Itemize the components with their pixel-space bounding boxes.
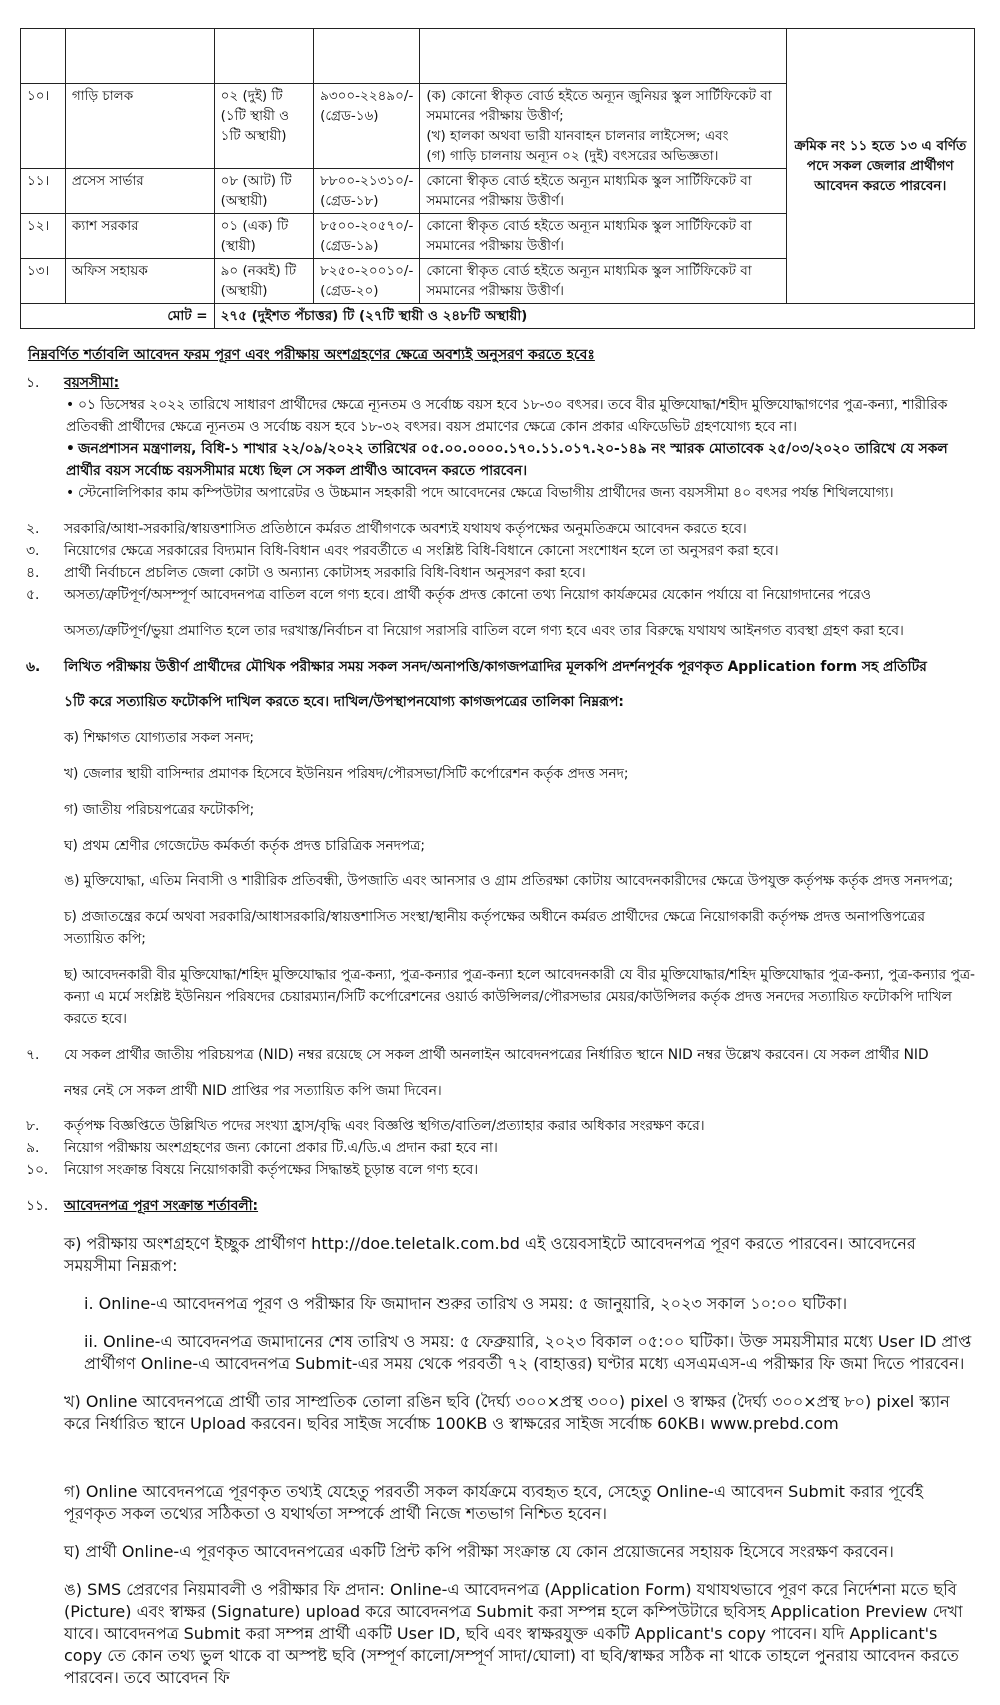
- section-text: লিখিত পরীক্ষায় উত্তীর্ণ প্রার্থীদের মৌখিক পরীক্ষার সময় সকল সনদ/অনাপত্তি/কাগজপত্রাদির মূলকপি প্রদর্শনপূর্বক পূরণকৃত Application form সহ প্রতিটির: [64, 658, 927, 675]
- count-detail: (অস্থায়ী): [220, 193, 268, 209]
- section-number: ৯.: [26, 1140, 40, 1157]
- section-text: যে সকল প্রার্থীর জাতীয় পরিচয়পত্র (NID) নম্বর রয়েছে সে সকল প্রার্থী অনলাইন আবেদনপত্রের নির্ধারিত স্থানে NID নম্বর উল্লেখ করবেন। যে সকল প্রার্থীর NID: [64, 1046, 929, 1063]
- serial-cell: ১০।: [21, 84, 66, 169]
- scale-text: ৮৫০০-২০৫৭০/-: [320, 218, 414, 234]
- list-item: খ) Online আবেদনপত্রে প্রার্থী তার সাম্প্রতিক তোলা রঙিন ছবি (দৈর্ঘ্য ৩০০×প্রস্থ ৩০০) pixel ও স্বাক্ষর (দৈর্ঘ্য ৩০০×প্রস্থ ৮০) pixel স্ক্যান করে নির্ধারিত স্থানে Upload করবেন। ছবির সাইজ সর্বোচ্চ 100KB ও স্বাক্ষরের সাইজ সর্বোচ্চ 60KB। www.prebd.com: [64, 1392, 950, 1434]
- scale-cell: [314, 169, 420, 214]
- list-item: i. Online-এ আবেদনপত্র পূরণ ও পরীক্ষার ফি জমাদান শুরুর তারিখ ও সময়: ৫ জানুয়ারি, ২০২৩ সকাল ১০:০০ ঘটিকা।: [84, 1294, 848, 1314]
- section-number: ৫.: [26, 587, 40, 603]
- qualification-cell: কোনো স্বীকৃত বোর্ড হইতে অন্যূন মাধ্যমিক স্কুল সার্টিফিকেট বা সমমানের পরীক্ষায় উত্তীর্ণ।: [420, 259, 786, 304]
- serial-cell: ১১।: [21, 169, 66, 214]
- section-number: ৪.: [26, 565, 40, 581]
- section-number: ৩.: [26, 543, 40, 559]
- list-item: ii. Online-এ আবেদনপত্র জমাদানের শেষ তারিখ ও সময়: ৫ ফেব্রুয়ারি, ২০২৩ বিকাল ০৫:০০ ঘটিকা। উক্ত সময়সীমার মধ্যে User ID প্রাপ্ত প্রার্থীগণ Online-এ আবেদনপত্র Submit-এর সময় থেকে পরবর্তী ৭২ (বাহাত্তর) ঘণ্টার মধ্যে এসএমএস-এ পরীক্ষার ফি জমা দিতে পারবেন।: [84, 1332, 972, 1374]
- qualification-cell: কোনো স্বীকৃত বোর্ড হইতে অন্যূন মাধ্যমিক স্কুল সার্টিফিকেট বা সমমানের পরীক্ষায় উত্তীর্ণ।: [420, 214, 786, 259]
- list-item: গ) জাতীয় পরিচয়পত্রের ফটোকপি;: [64, 801, 255, 818]
- list-item: ক) পরীক্ষায় অংশগ্রহণে ইচ্ছুক প্রার্থীগণ http://doe.teletalk.com.bd এই ওয়েবসাইটে আবেদনপত্র পূরণ করতে পারবেন। আবেদনের সময়সীমা নিম্নরূপ:: [64, 1234, 916, 1276]
- conditions-heading: নিম্নবর্ণিত শর্তাবলি আবেদন ফরম পূরণ এবং পরীক্ষায় অংশগ্রহণের ক্ষেত্রে অবশ্যই অনুসরণ করতে হবেঃ: [28, 347, 595, 363]
- list-item: ঘ) প্রার্থী Online-এ পূরণকৃত আবেদনপত্রের একটি প্রিন্ট কপি পরীক্ষা সংক্রান্ত যে কোন প্রয়োজনের সহায়ক হিসেবে সংরক্ষণ করবেন।: [64, 1542, 894, 1562]
- grade-text: (গ্রেড-১৮): [320, 193, 379, 209]
- post-cell: অফিস সহায়ক: [65, 259, 214, 304]
- serial-cell: ১৩।: [21, 259, 66, 304]
- age-rule-2: জনপ্রশাসন মন্ত্রণালয়, বিধি-১ শাখার ২২/০৯/২০২২ তারিখের ০৫.০০.০০০০.১৭০.১১.০১৭.২০-১৪৯ নং স্মারক মোতাবেক ২৫/০৩/২০২০ তারিখে যে সকল প্রার্থীর বয়স সর্বোচ্চ বয়সসীমার মধ্যে ছিল সে সকল প্রার্থীও আবেদন করতে পারবেন।: [66, 441, 948, 479]
- section-number: ৮.: [26, 1118, 40, 1135]
- section-text: প্রার্থী নির্বাচনে প্রচলিত জেলা কোটা ও অন্যান্য কোটাসহ সরকারি বিধি-বিধান অনুসরণ করা হবে।: [64, 565, 586, 581]
- section-title: আবেদনপত্র পূরণ সংক্রান্ত শর্তাবলী:: [64, 1198, 259, 1215]
- scale-text: ৮২৫০-২০০১০/-: [320, 263, 414, 279]
- count-cell: [214, 169, 313, 214]
- scale-text: ৯৩০০-২২৪৯০/-: [320, 88, 414, 104]
- scale-text: ৮৮০০-২১৩১০/-: [320, 173, 414, 189]
- list-item: ক) শিক্ষাগত যোগ্যতার সকল সনদ;: [64, 730, 255, 747]
- bullet-icon: •: [66, 441, 75, 457]
- count-text: ০১ (এক) টি: [220, 218, 289, 234]
- section-text: অসত্য/ত্রুটিপূর্ণ/অসম্পূর্ণ আবেদনপত্র বাতিল বলে গণ্য হবে। প্রার্থী কর্তৃক প্রদত্ত কোনো তথ্য নিয়োগ কার্যক্রমের যেকোন পর্যায়ে বা নিয়োগদানের পরেও: [64, 587, 871, 603]
- total-row: [21, 304, 975, 329]
- section-text-continued: অসত্য/ত্রুটিপূর্ণ/ভুয়া প্রমাণিত হলে তার দরখাস্ত/নির্বাচন বা নিয়োগ সরাসরি বাতিল বলে গণ্য হবে এবং তার বিরুদ্ধে যথাযথ আইনগত ব্যবস্থা গ্রহণ করা হবে।: [64, 622, 904, 639]
- section-text: নিয়োগ পরীক্ষায় অংশগ্রহণের জন্য কোনো প্রকার টি.এ/ডি.এ প্রদান করা হবে না।: [64, 1140, 498, 1157]
- count-cell: [214, 214, 313, 259]
- count-cell: [214, 259, 313, 304]
- section-number: ১১.: [26, 1198, 49, 1215]
- section-text: সরকারি/আধা-সরকারি/স্বায়ত্তশাসিত প্রতিষ্ঠানে কর্মরত প্রার্থীগণকে অবশ্যই যথাযথ কর্তৃপক্ষের অনুমতিক্রমে আবেদন করতে হবে।: [64, 521, 747, 537]
- grade-text: (গ্রেড-১৯): [320, 238, 379, 254]
- section-number: ১.: [26, 375, 40, 391]
- list-item: চ) প্রজাতন্ত্রের কর্মে অথবা সরকারি/আধাসরকারি/স্বায়ত্তশাসিত সংস্থা/স্থানীয় কর্তৃপক্ষের অধীনে কর্মরত প্রার্থীদের ক্ষেত্রে নিয়োগকারী কর্তৃপক্ষ প্রদত্ত অনাপত্তিপত্রের সত্যায়িত কপি;: [64, 909, 925, 948]
- total-label: মোট =: [21, 304, 215, 329]
- scale-cell: [314, 84, 420, 169]
- age-rule-1: ০১ ডিসেম্বর ২০২২ তারিখে সাধারণ প্রার্থীদের ক্ষেত্রে ন্যূনতম ও সর্বোচ্চ বয়স হবে ১৮-৩০ বৎসর। তবে বীর মুক্তিযোদ্ধা/শহীদ মুক্তিযোদ্ধাগণের পুত্র-কন্যা, শারীরিক প্রতিবন্ধী প্রার্থীদের ক্ষেত্রে ন্যূনতম ও সর্বোচ্চ বয়স হবে ১৮-৩২ বৎসর। বয়স প্রমাণের ক্ষেত্রে কোন প্রকার এফিডেভিট গ্রহণযোগ্য হবে না।: [66, 397, 948, 435]
- qual-line: (খ) হালকা অথবা ভারী যানবাহন চালনার লাইসেন্স; এবং: [426, 128, 729, 144]
- count-text: ৯০ (নব্বই) টি: [220, 263, 297, 279]
- list-item: ঙ) মুক্তিযোদ্ধা, এতিম নিবাসী ও শারীরিক প্রতিবন্ধী, উপজাতি এবং আনসার ও গ্রাম প্রতিরক্ষা কোটায় আবেদনকারীদের ক্ষেত্রে উপযুক্ত কর্তৃপক্ষ কর্তৃক প্রদত্ত সনদপত্র;: [64, 873, 954, 890]
- conditions-body: [26, 372, 976, 1705]
- list-item: গ) Online আবেদনপত্রে পূরণকৃত তথ্যই যেহেতু পরবর্তী সকল কার্যক্রমে ব্যবহৃত হবে, সেহেতু Online-এ আবেদন Submit করার পূর্বেই পূরণকৃত সকল তথ্যের সঠিকতা ও যথার্থতা সম্পর্কে প্রার্থী নিজে শতভাগ নিশ্চিত হবেন।: [64, 1482, 924, 1524]
- section-text: নিয়োগের ক্ষেত্রে সরকারের বিদ্যমান বিধি-বিধান এবং পরবর্তীতে এ সংশ্লিষ্ট বিধি-বিধানে কোনো সংশোধন হলে তা অনুসরণ করা হবে।: [64, 543, 779, 559]
- qual-line: (গ) গাড়ি চালনায় অন্যূন ০২ (দুই) বৎসরের অভিজ্ঞতা।: [426, 148, 719, 164]
- scale-cell: [314, 259, 420, 304]
- bullet-icon: •: [66, 397, 75, 413]
- section-number: ৭.: [26, 1046, 40, 1063]
- count-detail: (অস্থায়ী): [220, 283, 268, 299]
- count-cell: [214, 84, 313, 169]
- post-cell: প্রসেস সার্ভার: [65, 169, 214, 214]
- list-item: ছ) আবেদনকারী বীর মুক্তিযোদ্ধা/শহিদ মুক্তিযোদ্ধার পুত্র-কন্যা, পুত্র-কন্যার পুত্র-কন্যা হলে আবেদনকারী যে বীর মুক্তিযোদ্ধার/শহিদ মুক্তিযোদ্ধার পুত্র-কন্যা, পুত্র-কন্যার পুত্র- কন্যা এ মর্মে সংশ্লিষ্ট ইউনিয়ন পরিষদের চেয়ারম্যান/সিটি কর্পোরেশনের ওয়ার্ড কাউন্সিলর/পৌরসভার মেয়র/কাউন্সিলর কর্তৃক প্রদত্ত সনদের সত্যায়িত ফটোকপি দাখিল করতে হবে।: [64, 966, 975, 1027]
- qualification-cell: [420, 84, 786, 169]
- post-cell: ক্যাশ সরকার: [65, 214, 214, 259]
- count-text: ০২ (দুই) টি: [220, 88, 283, 104]
- list-item: ঘ) প্রথম শ্রেণীর গেজেটেড কর্মকর্তা কর্তৃক প্রদত্ত চারিত্রিক সনদপত্র;: [64, 837, 425, 854]
- bullet-icon: •: [66, 485, 75, 501]
- age-rule-3: স্টেনোলিপিকার কাম কম্পিউটার অপারেটর ও উচ্চমান সহকারী পদে আবেদনের ক্ষেত্রে বিভাগীয় প্রার্থীদের জন্য বয়সসীমা ৪০ বৎসর পর্যন্ত শিথিলযোগ্য।: [78, 485, 894, 501]
- count-detail: (স্থায়ী): [220, 238, 256, 254]
- post-cell: গাড়ি চালক: [65, 84, 214, 169]
- table-row: [21, 29, 975, 84]
- section-number: ১০.: [26, 1162, 49, 1179]
- posts-table: [20, 28, 975, 329]
- section-text: কর্তৃপক্ষ বিজ্ঞপ্তিতে উল্লিখিত পদের সংখ্যা হ্রাস/বৃদ্ধি এবং বিজ্ঞপ্তি স্থগিত/বাতিল/প্রত্যাহার করার অধিকার সংরক্ষণ করে।: [64, 1118, 705, 1135]
- section-number: ২.: [26, 521, 40, 537]
- serial-cell: ১২।: [21, 214, 66, 259]
- section-text: নিয়োগ সংক্রান্ত বিষয়ে নিয়োগকারী কর্তৃপক্ষের সিদ্ধান্তই চূড়ান্ত বলে গণ্য হবে।: [64, 1162, 479, 1179]
- grade-text: (গ্রেড-১৬): [320, 108, 379, 124]
- section-text-continued: নম্বর নেই সে সকল প্রার্থী NID প্রাপ্তির পর সত্যায়িত কপি জমা দিবেন।: [64, 1082, 442, 1099]
- note-cell: ক্রমিক নং ১১ হতে ১৩ এ বর্ণিত পদে সকল জেলার প্রার্থীগণ আবেদন করতে পারবেন।: [786, 29, 974, 304]
- list-item: খ) জেলার স্থায়ী বাসিন্দার প্রমাণক হিসেবে ইউনিয়ন পরিষদ/পৌরসভা/সিটি কর্পোরেশন কর্তৃক প্রদত্ত সনদ;: [64, 765, 629, 782]
- section-title: বয়সসীমা:: [64, 375, 120, 391]
- qualification-cell: কোনো স্বীকৃত বোর্ড হইতে অন্যূন মাধ্যমিক স্কুল সার্টিফিকেট বা সমমানের পরীক্ষায় উত্তীর্ণ।: [420, 169, 786, 214]
- section-number: ৬.: [26, 658, 41, 675]
- list-item: ঙ) SMS প্রেরণের নিয়মাবলী ও পরীক্ষার ফি প্রদান: Online-এ আবেদনপত্র (Application Form) যথাযথভাবে পূরণ করে নির্দেশনা মতে ছবি (Picture) এবং স্বাক্ষর (Signature) upload করে আবেদনপত্র Submit করা সম্পন্ন হলে কম্পিউটারে ছবিসহ Application Preview দেখা যাবে। আবেদনপত্র Submit করা সম্পন্ন প্রার্থী একটি User ID, ছবি এবং স্বাক্ষরযুক্ত একটি Applicant's copy পাবেন। যদি Applicant's copy তে কোন তথ্য ভুল থাকে বা অস্পষ্ট ছবি (সম্পূর্ণ কালো/সম্পূর্ণ সাদা/ঘোলা) বা ছবি/স্বাক্ষর সঠিক না থাকে তাহলে পুনরায় আবেদন করতে পারবেন। তবে আবেদন ফি: [64, 1580, 963, 1688]
- section-text-continued: ১টি করে সত্যায়িত ফটোকপি দাখিল করতে হবে। দাখিল/উপস্থাপনযোগ্য কাগজপত্রের তালিকা নিম্নরূপ:: [64, 694, 624, 711]
- scale-cell: [314, 214, 420, 259]
- count-text: ০৮ (আট) টি: [220, 173, 292, 189]
- count-detail: (১টি স্থায়ী ও ১টি অস্থায়ী): [220, 108, 290, 144]
- total-value: ২৭৫ (দুইশত পঁচাত্তর) টি (২৭টি স্থায়ী ও ২৪৮টি অস্থায়ী): [214, 304, 974, 329]
- qual-line: (ক) কোনো স্বীকৃত বোর্ড হইতে অন্যূন জুনিয়র স্কুল সার্টিফিকেট বা সমমানের পরীক্ষায় উত্তীর্ণ;: [426, 88, 772, 124]
- grade-text: (গ্রেড-২০): [320, 283, 379, 299]
